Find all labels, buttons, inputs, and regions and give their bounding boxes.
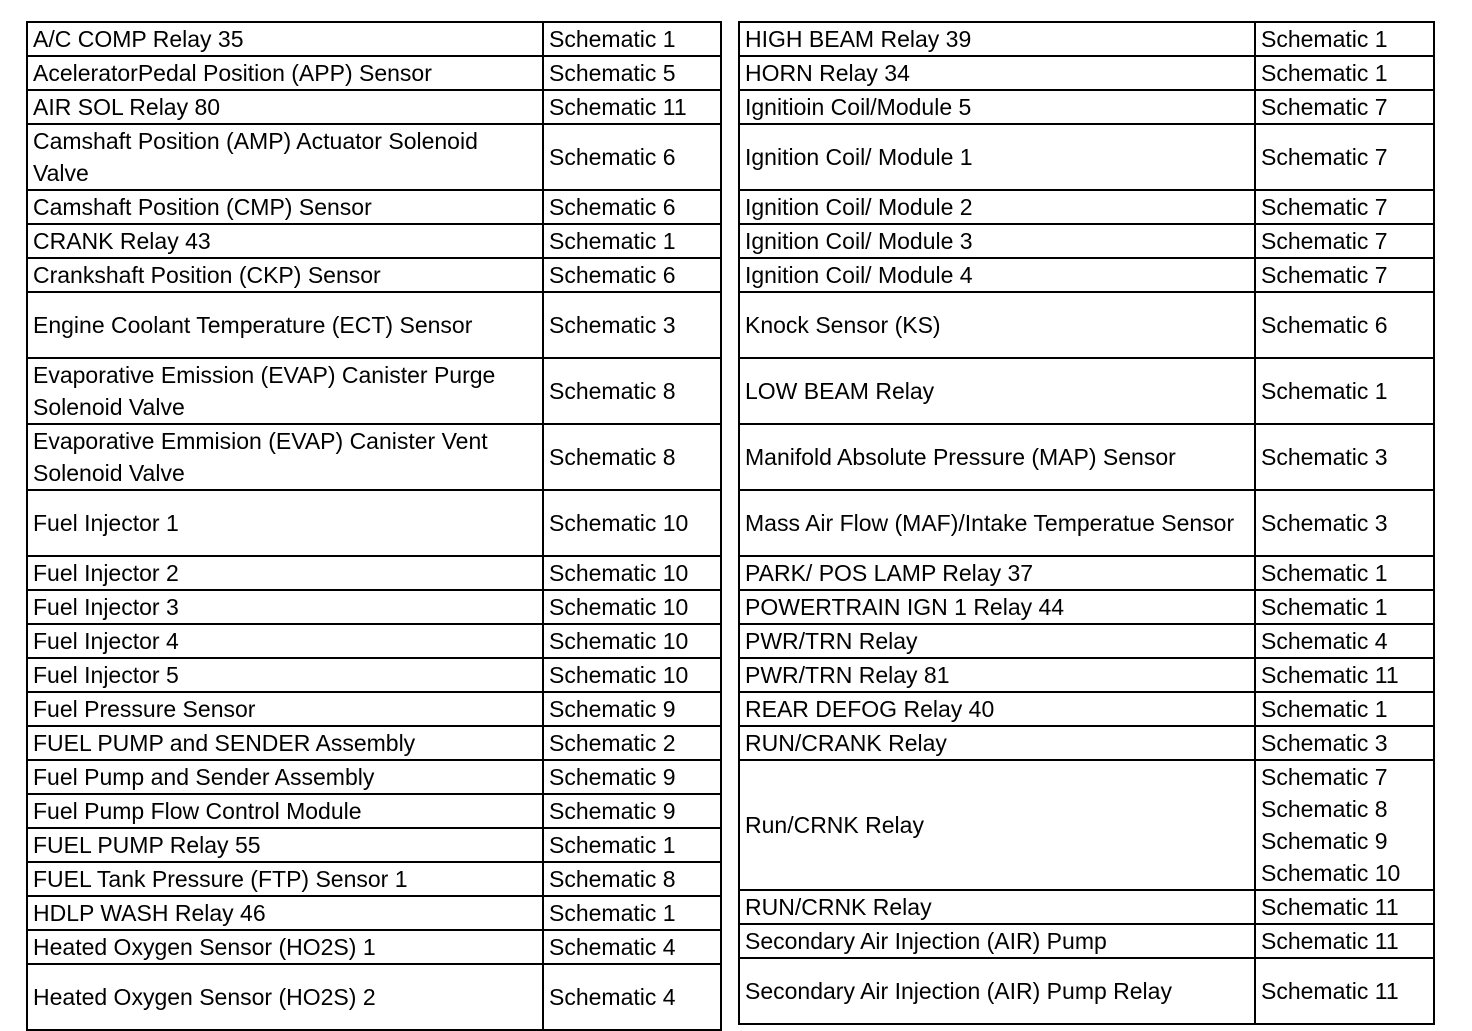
component-name: Fuel Injector 1 [27, 490, 543, 556]
schematic-ref: Schematic 6 [1255, 292, 1434, 358]
table-row [27, 862, 721, 896]
component-name: HIGH BEAM Relay 39 [739, 22, 1255, 56]
component-name: Evaporative Emmision (EVAP) Canister Vent Solenoid Valve [27, 424, 543, 490]
component-name: Run/CRNK Relay [739, 760, 1255, 890]
component-name: Evaporative Emission (EVAP) Canister Purge Solenoid Valve [27, 358, 543, 424]
component-name: Fuel Injector 2 [27, 556, 543, 590]
component-name: Fuel Pressure Sensor [27, 692, 543, 726]
table-row [27, 624, 721, 658]
table-row [739, 424, 1434, 490]
table-row [739, 490, 1434, 556]
component-name: Mass Air Flow (MAF)/Intake Temperatue Sensor [739, 490, 1255, 556]
schematic-ref: Schematic 10 [1261, 860, 1401, 886]
table-row [739, 90, 1434, 124]
schematic-ref: Schematic 11 [543, 90, 721, 124]
table-row [27, 692, 721, 726]
schematic-ref: Schematic 8 [543, 358, 721, 424]
schematic-ref: Schematic 1 [1255, 692, 1434, 726]
schematic-ref: Schematic 1 [543, 896, 721, 930]
schematic-ref: Schematic 3 [1255, 726, 1434, 760]
schematic-ref-list [1255, 760, 1434, 890]
schematic-ref: Schematic 4 [1255, 624, 1434, 658]
component-name: Ignitioin Coil/Module 5 [739, 90, 1255, 124]
component-name: Fuel Injector 5 [27, 658, 543, 692]
right-index-table [738, 21, 1435, 1025]
table-row [739, 726, 1434, 760]
schematic-ref: Schematic 4 [543, 964, 721, 1030]
schematic-ref: Schematic 1 [543, 828, 721, 862]
table-row [739, 958, 1434, 1024]
component-name: Crankshaft Position (CKP) Sensor [27, 258, 543, 292]
table-row [739, 924, 1434, 958]
component-name: Engine Coolant Temperature (ECT) Sensor [27, 292, 543, 358]
component-name: REAR DEFOG Relay 40 [739, 692, 1255, 726]
table-row [739, 556, 1434, 590]
table-row [739, 760, 1434, 890]
component-name: CRANK Relay 43 [27, 224, 543, 258]
component-name: A/C COMP Relay 35 [27, 22, 543, 56]
schematic-ref: Schematic 10 [543, 490, 721, 556]
table-row [739, 890, 1434, 924]
table-row [739, 258, 1434, 292]
schematic-ref: Schematic 7 [1255, 224, 1434, 258]
schematic-ref: Schematic 9 [1261, 828, 1388, 854]
table-row [739, 190, 1434, 224]
schematic-ref: Schematic 9 [543, 760, 721, 794]
component-name: Heated Oxygen Sensor (HO2S) 2 [27, 964, 543, 1030]
schematic-ref: Schematic 1 [1255, 56, 1434, 90]
component-name: Fuel Pump and Sender Assembly [27, 760, 543, 794]
schematic-ref: Schematic 1 [543, 22, 721, 56]
component-name: LOW BEAM Relay [739, 358, 1255, 424]
component-name: Fuel Pump Flow Control Module [27, 794, 543, 828]
table-row [739, 292, 1434, 358]
component-name: Secondary Air Injection (AIR) Pump [739, 924, 1255, 958]
table-row [739, 22, 1434, 56]
left-index-table [26, 21, 722, 1031]
component-name: Ignition Coil/ Module 1 [739, 124, 1255, 190]
component-name: RUN/CRNK Relay [739, 890, 1255, 924]
schematic-ref: Schematic 1 [1255, 358, 1434, 424]
component-name: Knock Sensor (KS) [739, 292, 1255, 358]
component-name: POWERTRAIN IGN 1 Relay 44 [739, 590, 1255, 624]
schematic-ref: Schematic 6 [543, 124, 721, 190]
table-row [27, 658, 721, 692]
component-name: FUEL PUMP and SENDER Assembly [27, 726, 543, 760]
table-row [27, 90, 721, 124]
component-name: RUN/CRANK Relay [739, 726, 1255, 760]
schematic-ref: Schematic 11 [1255, 958, 1434, 1024]
component-name: Fuel Injector 4 [27, 624, 543, 658]
table-row [27, 896, 721, 930]
schematic-ref: Schematic 1 [1255, 556, 1434, 590]
component-name: Manifold Absolute Pressure (MAP) Sensor [739, 424, 1255, 490]
schematic-ref: Schematic 7 [1255, 258, 1434, 292]
table-row [27, 930, 721, 964]
table-row [27, 726, 721, 760]
schematic-ref: Schematic 7 [1255, 190, 1434, 224]
table-row [27, 556, 721, 590]
component-name: FUEL PUMP Relay 55 [27, 828, 543, 862]
table-row [27, 358, 721, 424]
table-row [739, 658, 1434, 692]
table-row [739, 590, 1434, 624]
component-name: Camshaft Position (CMP) Sensor [27, 190, 543, 224]
component-name: PARK/ POS LAMP Relay 37 [739, 556, 1255, 590]
schematic-ref: Schematic 11 [1255, 658, 1434, 692]
component-name: AIR SOL Relay 80 [27, 90, 543, 124]
schematic-ref: Schematic 1 [1255, 22, 1434, 56]
component-name: Ignition Coil/ Module 2 [739, 190, 1255, 224]
table-row [739, 56, 1434, 90]
schematic-ref: Schematic 8 [543, 424, 721, 490]
table-row [27, 964, 721, 1030]
schematic-ref: Schematic 10 [543, 624, 721, 658]
table-row [27, 590, 721, 624]
schematic-ref: Schematic 6 [543, 190, 721, 224]
schematic-ref: Schematic 7 [1261, 764, 1388, 790]
component-name: Ignition Coil/ Module 4 [739, 258, 1255, 292]
table-row [27, 22, 721, 56]
component-name: Heated Oxygen Sensor (HO2S) 1 [27, 930, 543, 964]
table-row [739, 124, 1434, 190]
table-row [27, 56, 721, 90]
table-row [27, 292, 721, 358]
schematic-ref: Schematic 4 [543, 930, 721, 964]
component-name: FUEL Tank Pressure (FTP) Sensor 1 [27, 862, 543, 896]
schematic-ref: Schematic 3 [1255, 424, 1434, 490]
schematic-ref: Schematic 7 [1255, 90, 1434, 124]
schematic-ref: Schematic 7 [1255, 124, 1434, 190]
schematic-ref: Schematic 1 [1255, 590, 1434, 624]
schematic-ref: Schematic 10 [543, 658, 721, 692]
component-name: HORN Relay 34 [739, 56, 1255, 90]
table-row [739, 624, 1434, 658]
component-name: Ignition Coil/ Module 3 [739, 224, 1255, 258]
table-row [739, 692, 1434, 726]
schematic-ref: Schematic 5 [543, 56, 721, 90]
table-row [739, 358, 1434, 424]
table-row [27, 828, 721, 862]
schematic-ref: Schematic 3 [543, 292, 721, 358]
schematic-ref: Schematic 10 [543, 590, 721, 624]
schematic-ref: Schematic 10 [543, 556, 721, 590]
table-row [27, 224, 721, 258]
schematic-ref: Schematic 2 [543, 726, 721, 760]
schematic-ref: Schematic 8 [543, 862, 721, 896]
table-row [27, 258, 721, 292]
table-row [27, 124, 721, 190]
schematic-ref: Schematic 6 [543, 258, 721, 292]
component-name: Secondary Air Injection (AIR) Pump Relay [739, 958, 1255, 1024]
component-name: PWR/TRN Relay [739, 624, 1255, 658]
component-name: Camshaft Position (AMP) Actuator Solenoid Valve [27, 124, 543, 190]
component-name: Fuel Injector 3 [27, 590, 543, 624]
table-row [27, 490, 721, 556]
component-name: AceleratorPedal Position (APP) Sensor [27, 56, 543, 90]
table-row [739, 224, 1434, 258]
schematic-ref: Schematic 3 [1255, 490, 1434, 556]
schematic-ref: Schematic 11 [1255, 924, 1434, 958]
schematic-ref: Schematic 1 [543, 224, 721, 258]
schematic-ref: Schematic 9 [543, 794, 721, 828]
table-row [27, 794, 721, 828]
component-name: PWR/TRN Relay 81 [739, 658, 1255, 692]
schematic-ref: Schematic 8 [1261, 796, 1388, 822]
table-row [27, 424, 721, 490]
schematic-ref: Schematic 9 [543, 692, 721, 726]
component-name: HDLP WASH Relay 46 [27, 896, 543, 930]
schematic-ref: Schematic 11 [1255, 890, 1434, 924]
table-row [27, 190, 721, 224]
table-row [27, 760, 721, 794]
